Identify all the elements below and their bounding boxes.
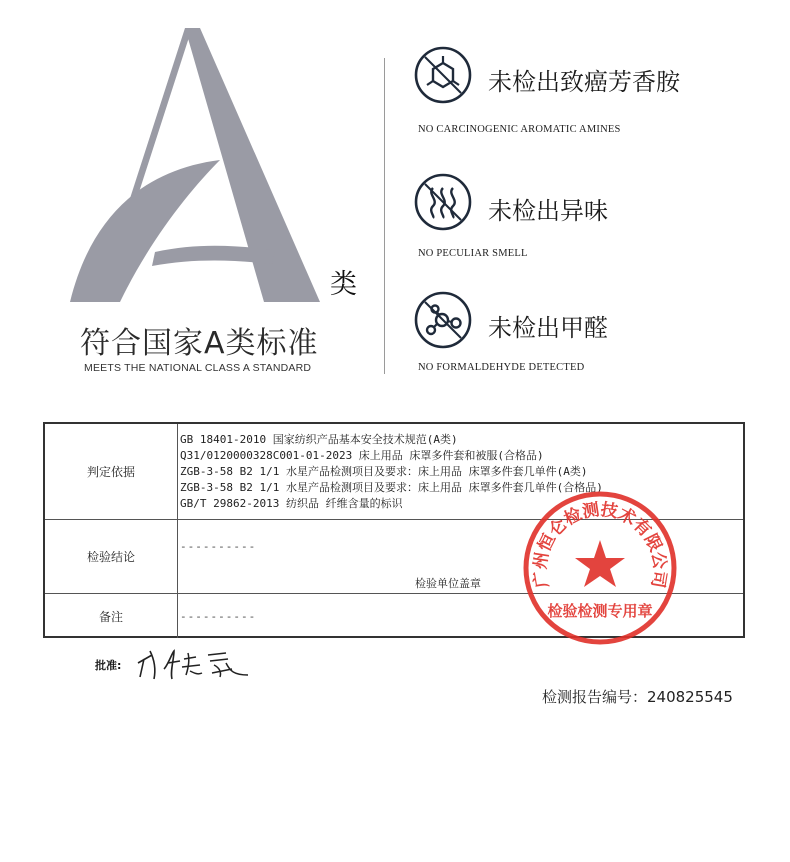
report-number: 检测报告编号：240825545	[542, 688, 733, 706]
basis-line: ZGB-3-58 B2 1/1 水星产品检测项目及要求：床上用品 床罩多件套几单件(A类)	[180, 465, 588, 478]
claim-en-amines: NO CARCINOGENIC AROMATIC AMINES	[418, 124, 621, 135]
basis-line: GB/T 29862-2013 纺织品 纤维含量的标识	[180, 497, 403, 510]
stamp-caption: 检验单位盖章	[415, 577, 481, 590]
row-label-remarks: 备注	[45, 594, 178, 638]
benzene-ring-icon	[413, 45, 473, 105]
standard-title: 符合国家A类标准	[80, 326, 319, 361]
claim-en-smell: NO PECULIAR SMELL	[418, 248, 528, 259]
seal-company: 广州恒仑检测技术有限公司	[530, 499, 670, 590]
basis-line: GB 18401-2010 国家纺织产品基本安全技术规范(A类)	[180, 433, 458, 446]
seal-purpose: 检验检测专用章	[547, 602, 653, 620]
vertical-divider	[384, 58, 385, 374]
claim-en-formaldehyde: NO FORMALDEHYDE DETECTED	[418, 362, 585, 373]
approve-label: 批准:	[95, 659, 122, 672]
standard-subtitle: MEETS THE NATIONAL CLASS A STANDARD	[84, 362, 312, 374]
handwritten-signature	[130, 645, 260, 685]
claim-title-smell: 未检出异味	[488, 197, 608, 225]
row-label-conclusion: 检验结论	[45, 520, 178, 593]
odor-waves-icon	[413, 172, 473, 232]
claim-title-amines: 未检出致癌芳香胺	[488, 68, 680, 96]
remarks-value: ----------	[180, 610, 257, 623]
row-label-basis: 判定依据	[45, 424, 178, 519]
molecule-icon	[413, 290, 473, 350]
conclusion-value: ----------	[180, 540, 257, 553]
basis-line: ZGB-3-58 B2 1/1 水星产品检测项目及要求：床上用品 床罩多件套几单件(合格品)	[180, 481, 603, 494]
class-suffix: 类	[330, 269, 357, 300]
basis-line: Q31/0120000328C001-01-2023 床上用品 床罩多件套和被服(合格品)	[180, 449, 544, 462]
claim-title-formaldehyde: 未检出甲醛	[488, 314, 608, 342]
official-seal	[520, 488, 680, 648]
